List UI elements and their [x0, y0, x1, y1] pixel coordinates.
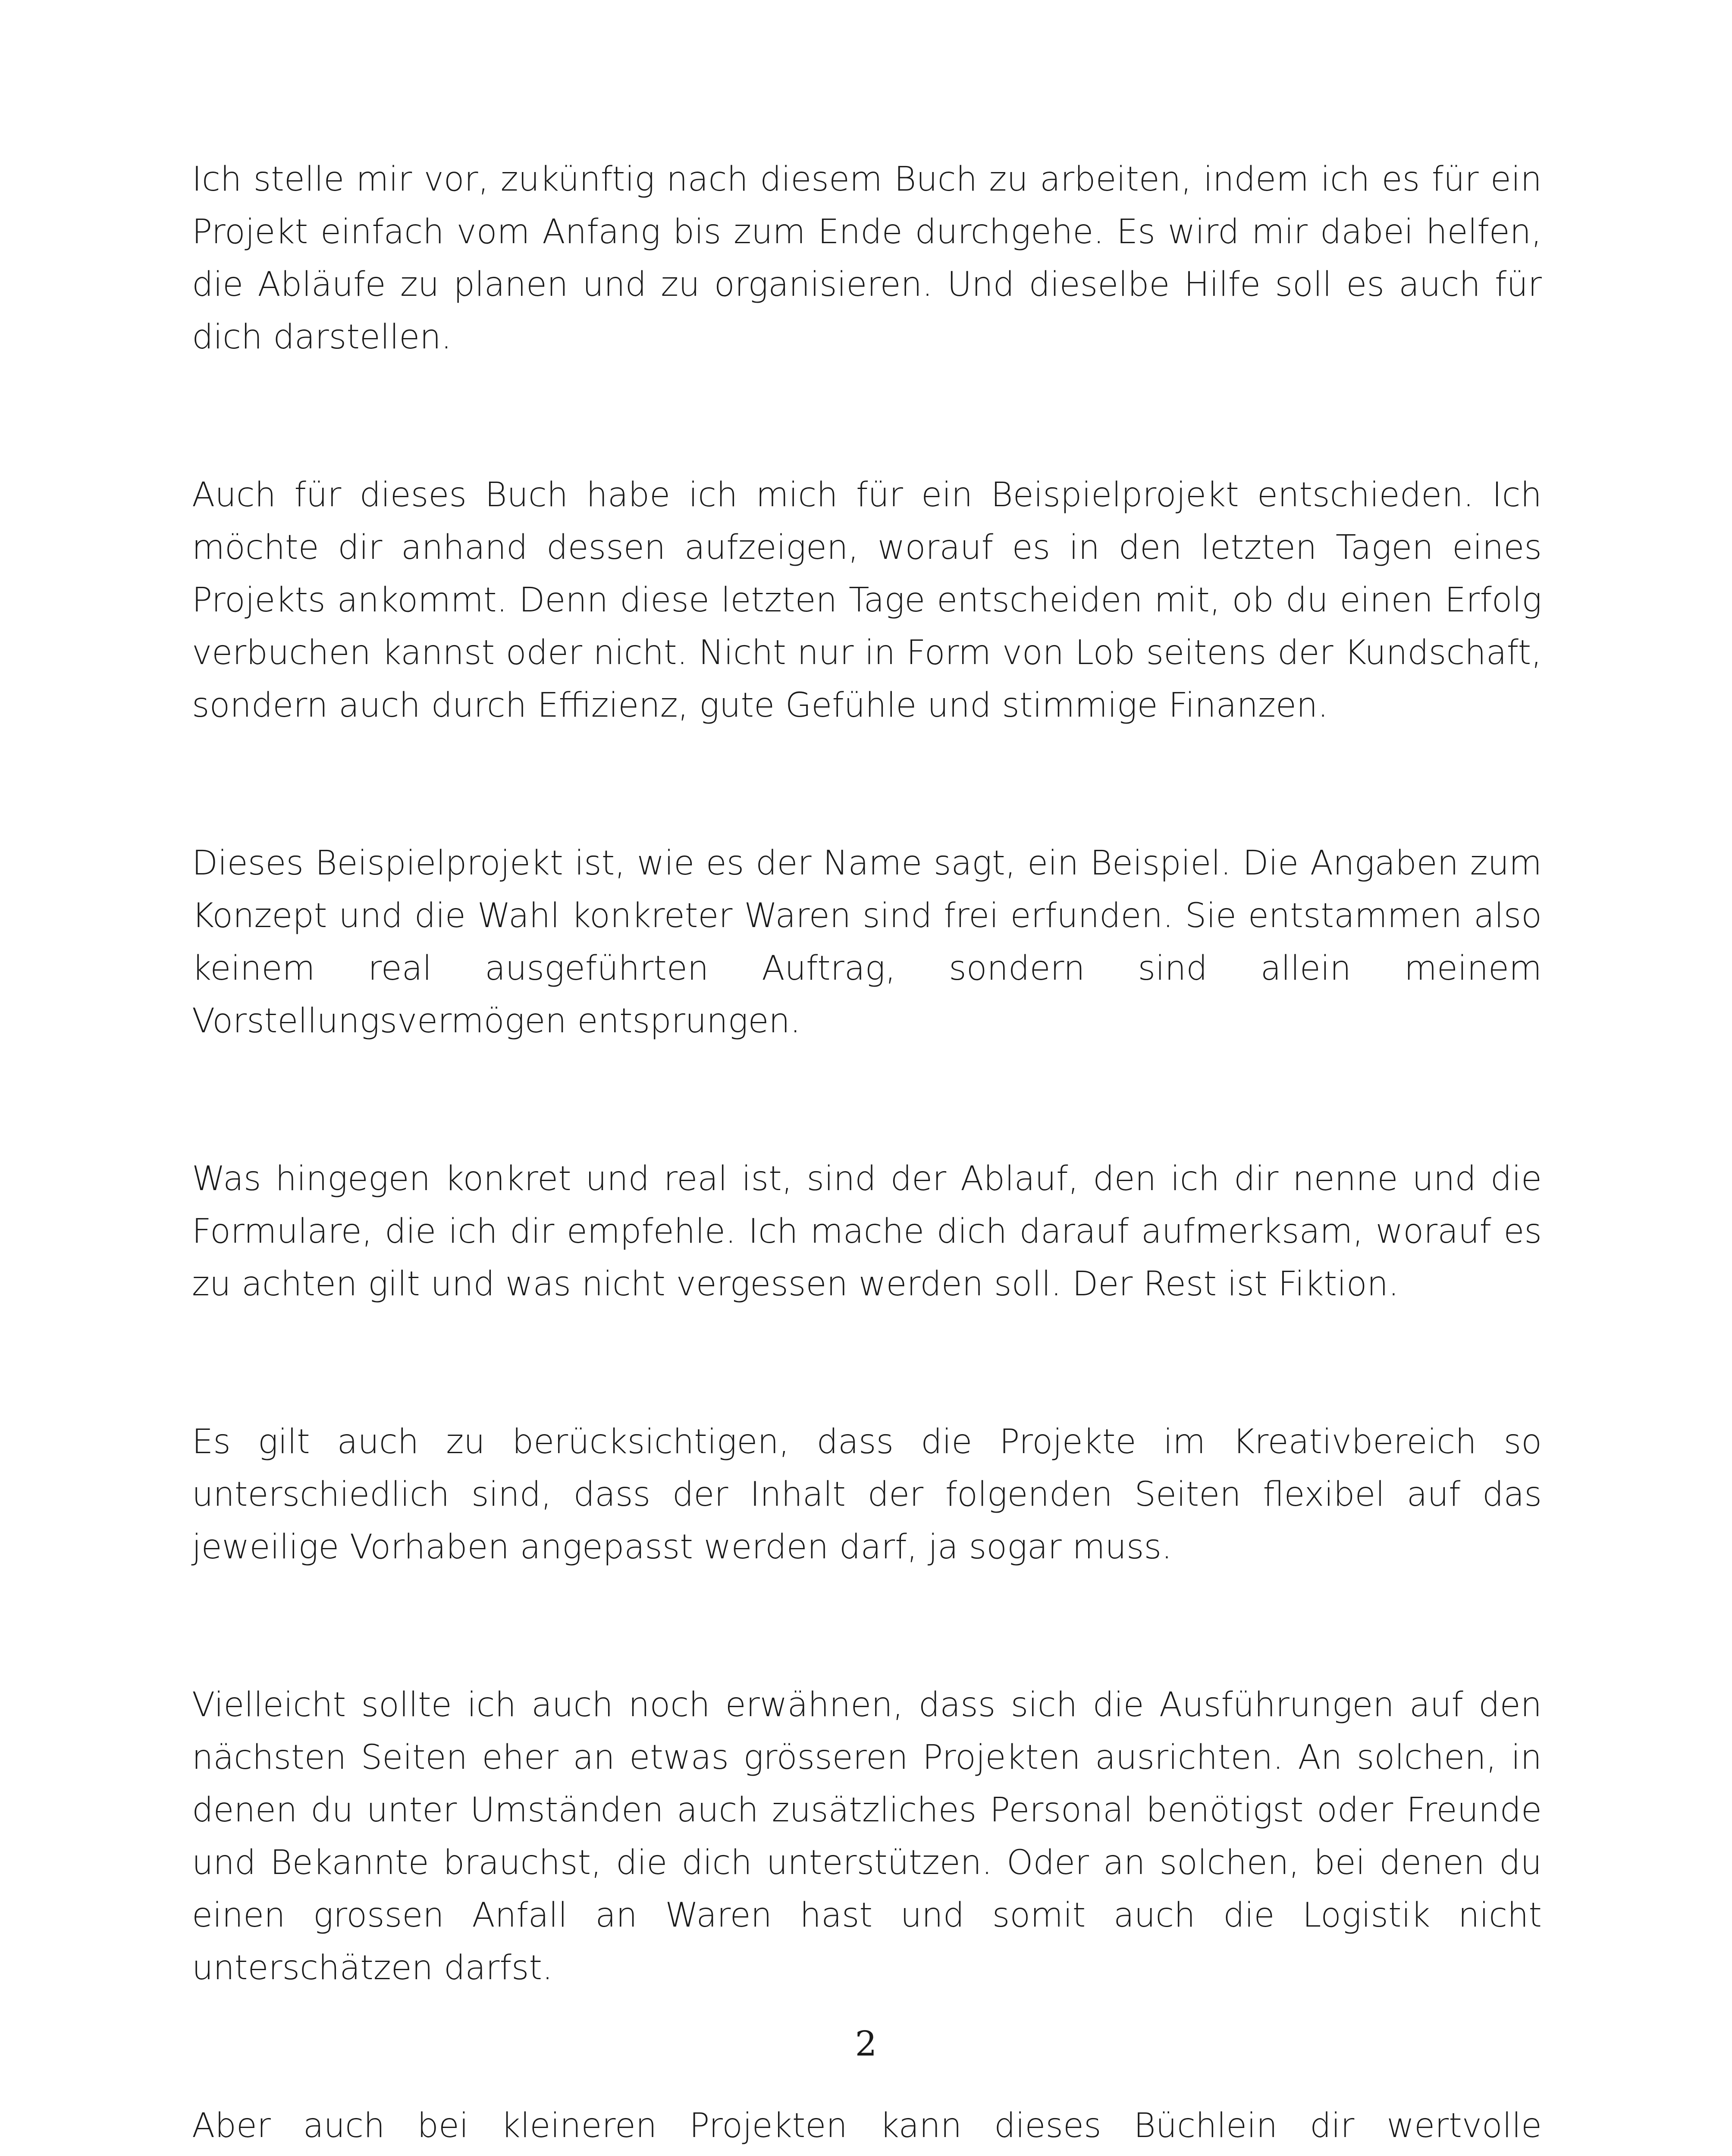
paragraph-6: Vielleicht sollte ich auch noch erwähnen, dass sich die Ausführungen auf den nächsten Seiten eher an etwas grösseren Projekten ausrichten. An solchen, in denen du unter Umständen auch zusätzliches Personal benötigst oder Freunde und Bekannte brauchst, die dich unterstützen. Oder an solchen, bei denen du einen grossen Anfall an Waren hast und somit auch die Logistik nicht unterschätzen darfst. [192, 1686, 1542, 1987]
paragraph-1: Ich stelle mir vor, zukünftig nach diesem Buch zu arbeiten, indem ich es für ein Projekt einfach vom Anfang bis zum Ende durchgehe. Es wird mir dabei helfen, die Abläufe zu planen und zu organisieren. Und dieselbe Hilfe soll es auch für dich darstellen. [192, 160, 1542, 357]
paragraph-5: Es gilt auch zu berücksichtigen, dass die Projekte im Kreativbereich so unterschiedlich sind, dass der Inhalt der folgenden Seiten flexibel auf das jeweilige Vorhaben angepasst werden darf, ja sogar muss. [192, 1423, 1542, 1567]
paragraph-2: Auch für dieses Buch habe ich mich für ein Beispielprojekt entschieden. Ich möchte dir anhand dessen aufzeigen, worauf es in den letzten Tagen eines Projekts ankommt. Denn diese letzten Tage entscheiden mit, ob du einen Erfolg verbuchen kannst oder nicht. Nicht nur in Form von Lob seitens der Kundschaft, sondern auch durch Effizienz, gute Gefühle und stimmige Finanzen. [192, 476, 1542, 725]
paragraph-4: Was hingegen konkret und real ist, sind der Ablauf, den ich dir nenne und die Formulare, die ich dir empfehle. Ich mache dich darauf aufmerksam, worauf es zu achten gilt und was nicht vergessen werden soll. Der Rest ist Fiktion. [192, 1159, 1542, 1304]
paragraph-7: Aber auch bei kleineren Projekten kann dieses Büchlein dir wertvolle [192, 2106, 1542, 2145]
page-body [192, 153, 1542, 2156]
page-number: 2 [855, 2024, 877, 2064]
paragraph-3: Dieses Beispielprojekt ist, wie es der Name sagt, ein Beispiel. Die Angaben zum Konzept und die Wahl konkreter Waren sind frei erfunden. Sie entstammen also keinem real ausgeführten Auftrag, sondern sind allein meinem Vorstellungsvermögen entsprungen. [192, 844, 1542, 1040]
